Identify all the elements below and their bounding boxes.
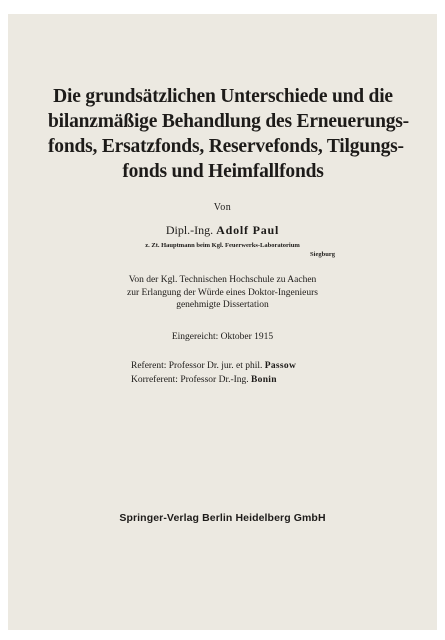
submission-date: Eingereicht: Oktober 1915	[171, 332, 274, 342]
author-affiliation: z. Zt. Hauptmann beim Kgl. Feuerwerks-Laboratorium	[145, 242, 300, 249]
author	[8, 223, 437, 238]
book-cover	[8, 14, 437, 630]
dissertation-line: genehmigte Dissertation	[176, 300, 269, 310]
korreferent-name: Bonin	[251, 375, 277, 385]
author-prefix: Dipl.-Ing.	[165, 223, 214, 237]
title-line: Die grundsätzlichen Unterschiede und die	[53, 86, 393, 107]
title-line: fonds, Ersatzfonds, Reservefonds, Tilgungs-	[48, 136, 404, 157]
publisher: Springer-Verlag Berlin Heidelberg GmbH	[119, 512, 326, 524]
dissertation-line: Von der Kgl. Technischen Hochschule zu Aachen	[128, 275, 317, 285]
referent	[131, 359, 296, 373]
title-line: fonds und Heimfallfonds	[122, 161, 324, 182]
book-title	[48, 84, 409, 184]
author-location: Siegburg	[310, 251, 335, 258]
korreferent-label: Korreferent: Professor Dr.-Ing.	[131, 375, 249, 385]
title-line: bilanzmäßige Behandlung des Erneuerungs-	[48, 111, 409, 132]
author-name: Adolf Paul	[216, 223, 280, 237]
dissertation-line: zur Erlangung der Würde eines Doktor-Ingenieurs	[127, 287, 318, 298]
referent-name: Passow	[264, 361, 297, 371]
dissertation-statement	[8, 274, 437, 312]
by-label: Von	[213, 202, 232, 213]
korreferent	[131, 373, 296, 387]
referent-label: Referent: Professor Dr. jur. et phil.	[131, 361, 263, 371]
referees	[131, 359, 296, 387]
